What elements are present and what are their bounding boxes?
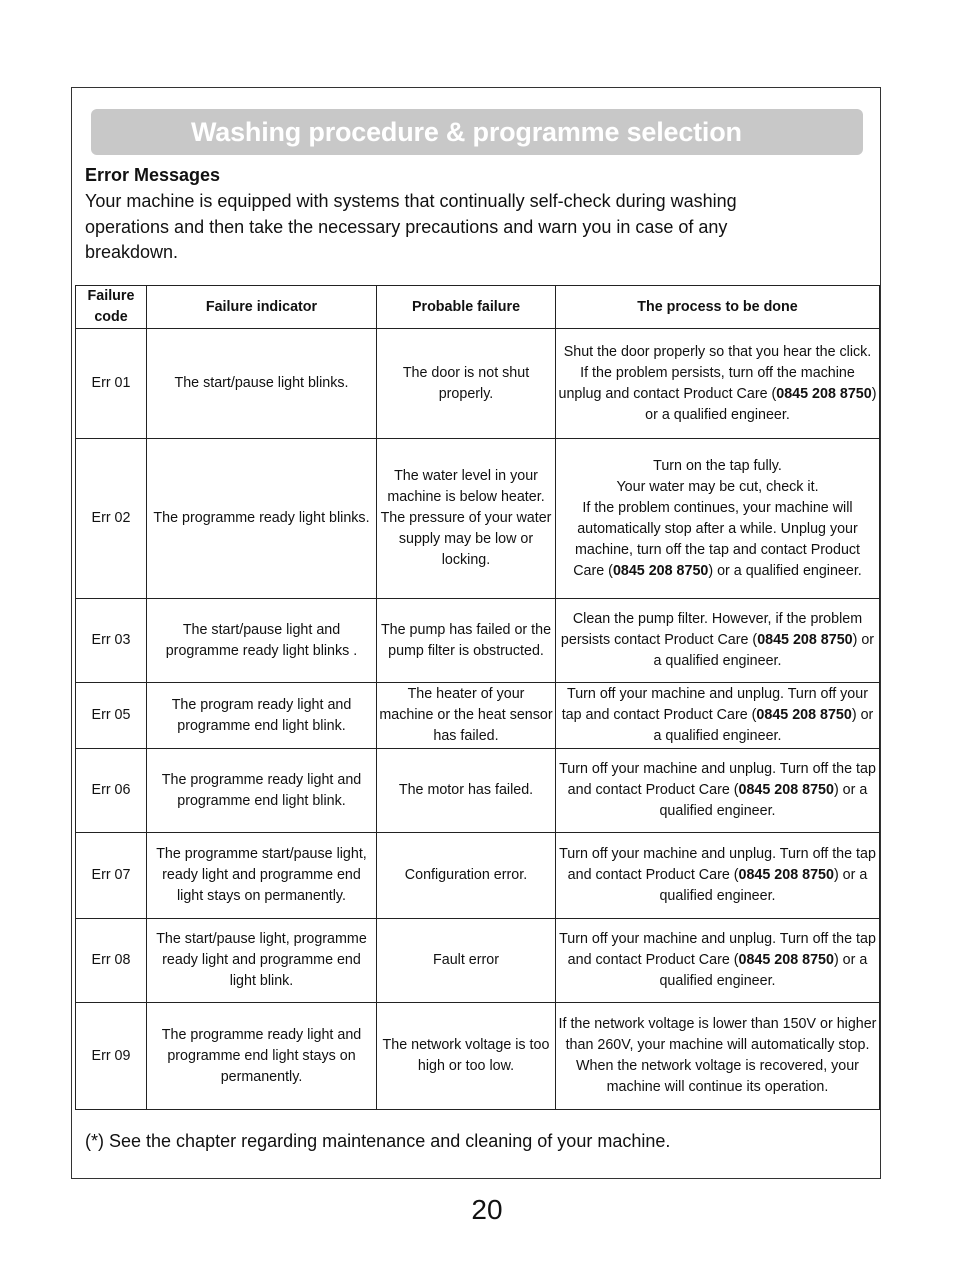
phone-number: 0845 208 8750 [738, 952, 834, 968]
phone-number: 0845 208 8750 [756, 707, 852, 723]
table-header-row [76, 286, 880, 329]
failure-indicator: The programme ready light and programme end light blink. [147, 749, 377, 833]
header-failure-code: Failure code [76, 286, 147, 329]
probable-failure: The motor has failed. [377, 749, 556, 833]
failure-indicator: The start/pause light, programme ready light and programme end light blink. [147, 919, 377, 1003]
phone-number: 0845 208 8750 [757, 632, 853, 648]
failure-code: Err 03 [76, 599, 147, 683]
failure-code: Err 01 [76, 329, 147, 439]
probable-failure: The heater of your machine or the heat sensor has failed. [377, 683, 556, 749]
probable-failure: Fault error [377, 919, 556, 1003]
failure-code: Err 07 [76, 833, 147, 919]
phone-number: 0845 208 8750 [738, 867, 834, 883]
probable-failure: The water level in your machine is below heater. The pressure of your water supply may be low or locking. [377, 439, 556, 599]
process-to-be-done: Turn off your machine and unplug. Turn off the tap and contact Product Care (0845 208 8750) or a qualified engineer. [556, 749, 880, 833]
failure-code: Err 09 [76, 1003, 147, 1110]
process-to-be-done: Turn off your machine and unplug. Turn off your tap and contact Product Care (0845 208 8750) or a qualified engineer. [556, 683, 880, 749]
failure-indicator: The start/pause light and programme ready light blinks . [147, 599, 377, 683]
process-to-be-done: Turn off your machine and unplug. Turn off the tap and contact Product Care (0845 208 8750) or a qualified engineer. [556, 833, 880, 919]
failure-code: Err 02 [76, 439, 147, 599]
section-banner [91, 109, 863, 155]
failure-indicator: The programme ready light and programme end light stays on permanently. [147, 1003, 377, 1110]
footnote: (*) See the chapter regarding maintenance and cleaning of your machine. [85, 1131, 671, 1151]
section-heading: Error Messages [85, 165, 221, 185]
page-number: 20 [471, 1194, 503, 1225]
process-to-be-done: Shut the door properly so that you hear the click. If the problem persists, turn off the machine unplug and contact Product Care (0845 208 8750) or a qualified engineer. [556, 329, 880, 439]
table-row [76, 1003, 880, 1110]
intro-paragraph: Your machine is equipped with systems that continually self-check during washing operations and then take the necessary precautions and warn you in case of any breakdown. [85, 191, 737, 262]
failure-indicator: The programme start/pause light, ready light and programme end light stays on permanently. [147, 833, 377, 919]
table-row [76, 749, 880, 833]
process-to-be-done: Turn on the tap fully. Your water may be cut, check it. If the problem continues, your machine will automatically stop after a while. Unplug your machine, turn off the tap and contact Product Care (0845 208 8750) or a qualified engineer. [556, 439, 880, 599]
failure-code: Err 08 [76, 919, 147, 1003]
table-row [76, 683, 880, 749]
phone-number: 0845 208 8750 [776, 385, 872, 402]
page-title: Washing procedure & programme selection [191, 116, 742, 147]
table-row [76, 329, 880, 439]
failure-code: Err 06 [76, 749, 147, 833]
failure-indicator: The program ready light and programme end light blink. [147, 683, 377, 749]
process-to-be-done: Turn off your machine and unplug. Turn off the tap and contact Product Care (0845 208 8750) or a qualified engineer. [556, 919, 880, 1003]
table-row [76, 833, 880, 919]
probable-failure: Configuration error. [377, 833, 556, 919]
phone-number: 0845 208 8750 [738, 782, 834, 798]
failure-indicator: The programme ready light blinks. [147, 439, 377, 599]
phone-number: 0845 208 8750 [612, 562, 709, 579]
header-process: The process to be done [556, 286, 880, 329]
process-to-be-done: Clean the pump filter. However, if the problem persists contact Product Care (0845 208 8750) or a qualified engineer. [556, 599, 880, 683]
table-row [76, 599, 880, 683]
probable-failure: The pump has failed or the pump filter is obstructed. [377, 599, 556, 683]
table-row [76, 919, 880, 1003]
header-probable-failure: Probable failure [377, 286, 556, 329]
failure-indicator: The start/pause light blinks. [147, 329, 377, 439]
process-to-be-done: If the network voltage is lower than 150V or higher than 260V, your machine will automatically stop. When the network voltage is recovered, your machine will continue its operation. [556, 1003, 880, 1110]
error-table [75, 285, 880, 1110]
probable-failure: The door is not shut properly. [377, 329, 556, 439]
probable-failure: The network voltage is too high or too low. [377, 1003, 556, 1110]
header-failure-indicator: Failure indicator [147, 286, 377, 329]
failure-code: Err 05 [76, 683, 147, 749]
table-row [76, 439, 880, 599]
